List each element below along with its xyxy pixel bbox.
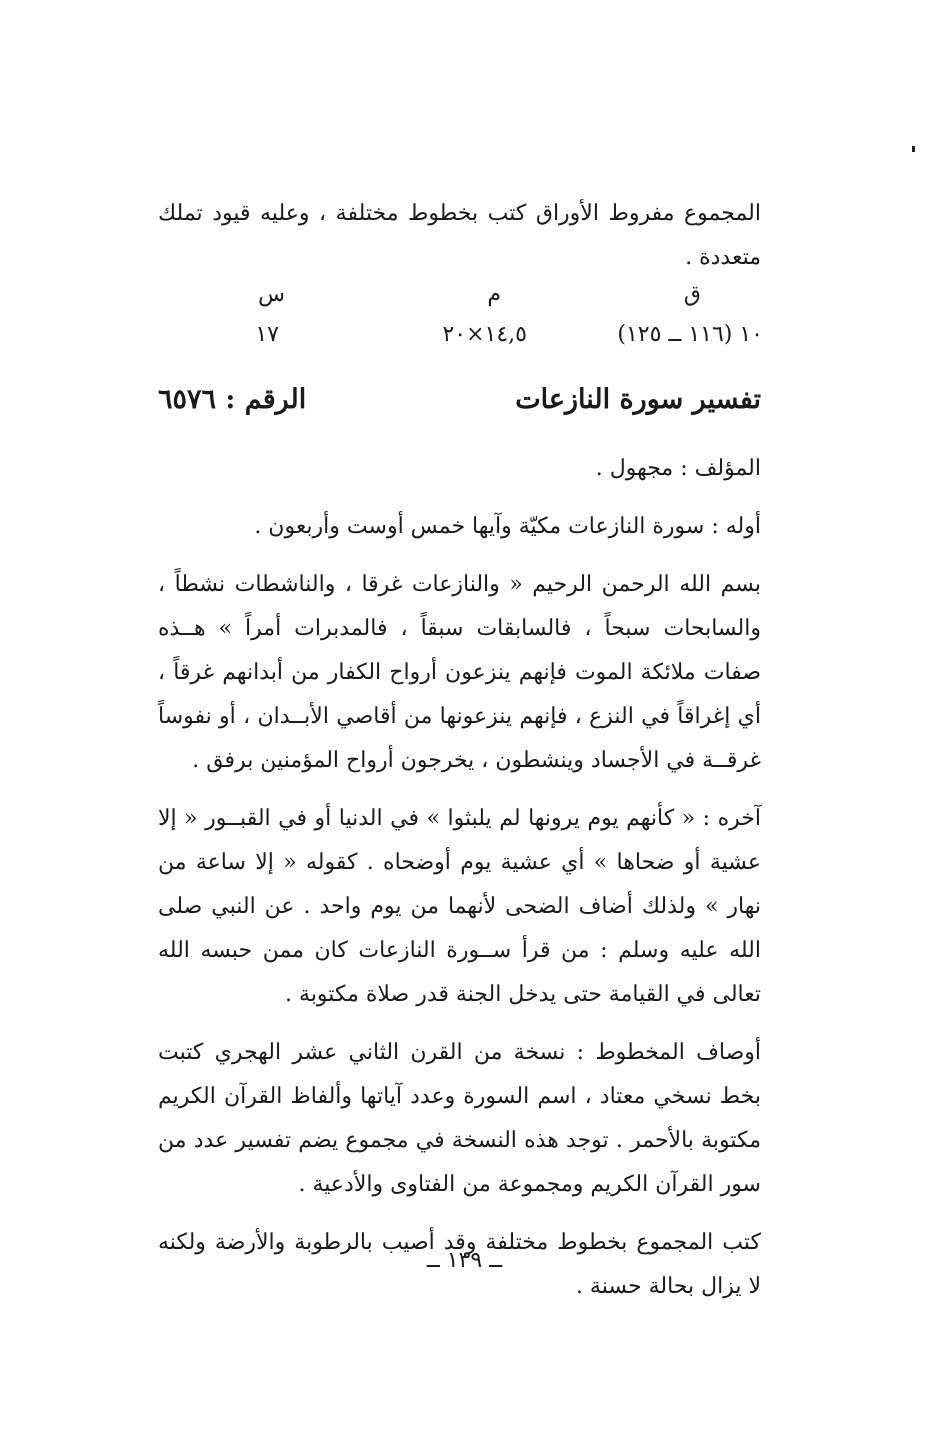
collation-table	[160, 282, 763, 362]
condition-paragraph: كتب المجموع بخطوط مختلفة وقد أصيب بالرطوبة والأرضة ولكنه لا يزال بحالة حسنة .	[158, 1230, 761, 1299]
entry-body	[158, 447, 761, 1309]
entry-number: الرقم : ٦٥٧٦	[158, 384, 307, 415]
folio-value: ١٠ (١١٦ ــ ١٢٥)	[617, 322, 763, 347]
page-number: ــ ١٣٩ ــ	[426, 1248, 503, 1273]
intro-paragraph: المجموع مفروط الأوراق كتب بخطوط مختلفة ، وعليه قيود تملك متعددة .	[158, 201, 761, 270]
beginning-line: أوله : سورة النازعات مكيّة وآيها خمس أوست وأربعون .	[254, 514, 761, 539]
folio-label: ق	[683, 282, 701, 307]
size-value: ١٤,٥×٢٠	[442, 322, 527, 347]
collation-values-row	[160, 322, 763, 362]
entry-title: تفسير سورة النازعات	[515, 384, 761, 415]
basmala-paragraph: بسم الله الرحمن الرحيم « والنازعات غرقا ، والناشطات نشطاً ، والسابحات سبحاً ، فالسابقات سبقاً ، فالمدبرات أمراً » هــذه صفات ملائكة الموت فإنهم ينزعون أرواح الكفار من أبدانهم غرقاً ، أي إغراقاً في النزع ، فإنهم ينزعونها من أقاصي الأبــدان ، أو نفوساً غرقــة في الأجساد وينشطون ، يخرجون أرواح المؤمنين برفق .	[158, 572, 761, 773]
author-line: المؤلف : مجهول .	[595, 456, 761, 481]
intro-block	[158, 192, 761, 280]
ending-paragraph: آخره : « كأنهم يوم يرونها لم يلبثوا » في الدنيا أو في القبــور « إلا عشية أو ضحاها » أي عشية يوم أوضحاه . كقوله « إلا ساعة من نهار » ولذلك أضاف الضحى لأنهما من يوم واحد . عن النبي صلى الله عليه وسلم : من قرأ ســورة النازعات كان ممن حبسه الله تعالى في القيامة حتى يدخل الجنة قدر صلاة مكتوبة .	[158, 806, 761, 1007]
lines-label: س	[258, 282, 285, 307]
size-label: م	[487, 282, 501, 307]
margin-mark	[912, 146, 915, 152]
description-paragraph: أوصاف المخطوط : نسخة من القرن الثاني عشر الهجري كتبت بخط نسخي معتاد ، اسم السورة وعدد آياتها وألفاظ القرآن الكريم مكتوبة بالأحمر . توجد هذه النسخة في مجموع يضم تفسير عدد من سور القرآن الكريم ومجموعة من الفتاوى والأدعية .	[158, 1040, 761, 1197]
entry-heading	[158, 378, 761, 428]
collation-labels-row	[160, 282, 763, 322]
lines-value: ١٧	[255, 322, 279, 347]
